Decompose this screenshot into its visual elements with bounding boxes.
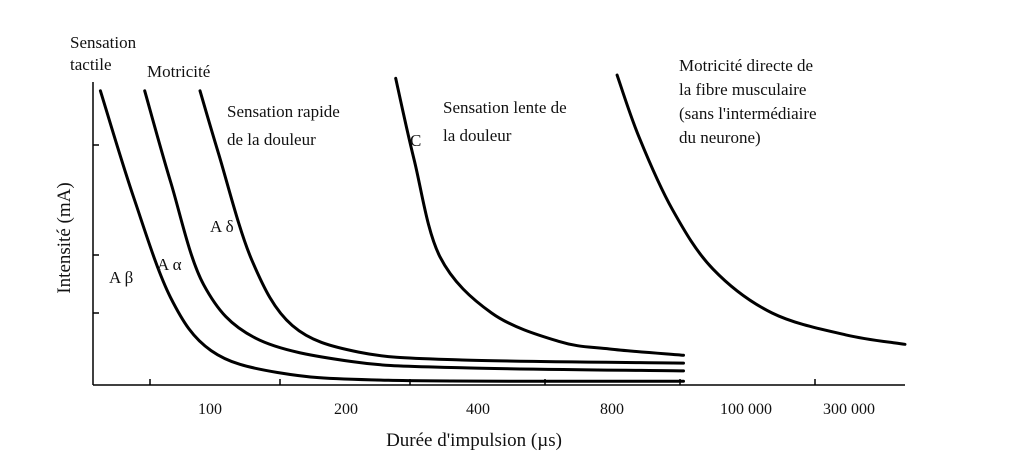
labels	[70, 33, 817, 287]
curve-label-line: Motricité directe de	[679, 56, 814, 75]
x-tick-label: 800	[600, 401, 624, 418]
x-tick-label: 300 000	[823, 401, 875, 418]
fiber-label: A α	[157, 255, 182, 274]
curve-3	[396, 78, 684, 355]
curve-label-line: tactile	[70, 55, 112, 74]
curve-label-line: la fibre musculaire	[679, 80, 807, 99]
curve-label-line: Sensation	[70, 33, 137, 52]
x-tick-label: 100 000	[720, 401, 772, 418]
curve-label-line: (sans l'intermédiaire	[679, 104, 817, 123]
curve-0	[100, 91, 683, 381]
x-tick-label: 200	[334, 401, 358, 418]
y-axis-title: Intensité (mA)	[54, 182, 75, 294]
curve-label-line: Motricité	[147, 62, 211, 81]
curve-label-line: du neurone)	[679, 128, 761, 147]
fiber-label: A β	[109, 268, 134, 287]
fiber-label: A δ	[210, 217, 234, 236]
fiber-label: C	[410, 131, 422, 150]
curve-label-line: Sensation lente de	[443, 98, 567, 117]
x-tick-label: 400	[466, 401, 490, 418]
curve-label-line: Sensation rapide	[227, 102, 340, 121]
x-tick-label: 100	[198, 401, 222, 418]
x-axis-title: Durée d'impulsion (µs)	[386, 430, 562, 451]
curve-label-line: de la douleur	[227, 130, 316, 149]
curve-label-line: la douleur	[443, 126, 512, 145]
